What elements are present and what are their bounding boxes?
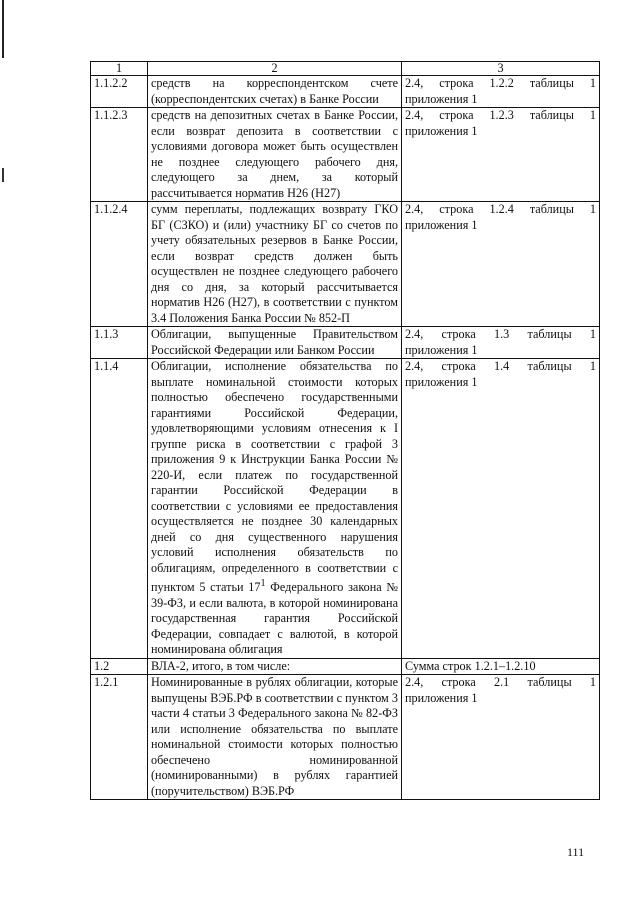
- row-code: 1.2: [91, 658, 148, 675]
- header-col-1: 1: [91, 62, 148, 76]
- row-code: 1.1.2.2: [91, 76, 148, 108]
- table-row: [91, 327, 600, 359]
- row-reference: 2.4, строка 1.2.3 таблицы 1 приложения 1: [402, 108, 600, 202]
- document-table: [90, 61, 600, 800]
- table-row: [91, 76, 600, 108]
- row-description-part-2: Федерального закона № 39-ФЗ, и если валюта, в которой номинирована государственная гарантия Российской Федерации, совпадает с валютой, в которой номинирована облигация: [151, 580, 398, 657]
- scan-edge-mark-small: [2, 168, 4, 182]
- row-reference: 2.4, строка 1.3 таблицы 1 приложения 1: [402, 327, 600, 359]
- row-reference: 2.4, строка 1.2.2 таблицы 1 приложения 1: [402, 76, 600, 108]
- table-header-row: [91, 62, 600, 76]
- header-col-3: 3: [402, 62, 600, 76]
- row-description-part-1: Облигации, исполнение обязательства по выплате номинальной стоимости которых полностью обеспечено государственными гарантиями Российской Федерации, удовлетворяющими условиям отнесения к I группе риска в соответствии с графой 3 приложения 9 к Инструкции Банка России № 220-И, если платеж по государственной гарантии Российской Федерации в соответствии с условиями ее предоставления осуществляется не позднее 30 календарных дней со дня существенного нарушения условий исполнения обязательств по облигациям, определенного в соответствии с пунктом 5 статьи 17: [151, 359, 398, 595]
- row-code: 1.1.4: [91, 359, 148, 659]
- row-reference: 2.4, строка 1.2.4 таблицы 1 приложения 1: [402, 202, 600, 327]
- table-row: [91, 658, 600, 675]
- row-description: Облигации, выпущенные Правительством Российской Федерации или Банком России: [148, 327, 402, 359]
- row-code: 1.1.3: [91, 327, 148, 359]
- row-reference: Сумма строк 1.2.1–1.2.10: [402, 658, 600, 675]
- table-row: [91, 359, 600, 659]
- scan-edge-mark: [2, 0, 4, 58]
- row-description: [148, 359, 402, 659]
- header-col-2: 2: [148, 62, 402, 76]
- footnote-superscript: 1: [260, 578, 266, 589]
- row-reference: 2.4, строка 1.4 таблицы 1 приложения 1: [402, 359, 600, 659]
- row-description: средств на корреспондентском счете (корреспондентских счетах) в Банке России: [148, 76, 402, 108]
- row-code: 1.1.2.3: [91, 108, 148, 202]
- row-description: средств на депозитных счетах в Банке России, если возврат депозита в соответствии с условиями договора может быть осуществлен не позднее следующего рабочего дня, следующего за днем, за который рассчитывается норматив Н26 (Н27): [148, 108, 402, 202]
- row-code: 1.1.2.4: [91, 202, 148, 327]
- row-description: ВЛА-2, итого, в том числе:: [148, 658, 402, 675]
- table-row: [91, 202, 600, 327]
- row-description: Номинированные в рублях облигации, которые выпущены ВЭБ.РФ в соответствии с пунктом 3 части 4 статьи 3 Федерального закона № 82-ФЗ или исполнение обязательства по выплате номинальной стоимости которых полностью обеспечено номинированной (номинированными) в рублях гарантией (поручительством) ВЭБ.РФ: [148, 675, 402, 800]
- page-number: 111: [567, 845, 585, 859]
- table-row: [91, 108, 600, 202]
- table-row: [91, 675, 600, 800]
- row-reference: 2.4, строка 2.1 таблицы 1 приложения 1: [402, 675, 600, 800]
- row-description: сумм переплаты, подлежащих возврату ГКО БГ (СЗКО) и (или) участнику БГ со счетов по учету обязательных резервов в Банке России, если возврат средств должен быть осуществлен не позднее следующего рабочего дня со дня, за который рассчитывается норматив Н26 (Н27), в соответствии с пунктом 3.4 Положения Банка России № 852-П: [148, 202, 402, 327]
- row-code: 1.2.1: [91, 675, 148, 800]
